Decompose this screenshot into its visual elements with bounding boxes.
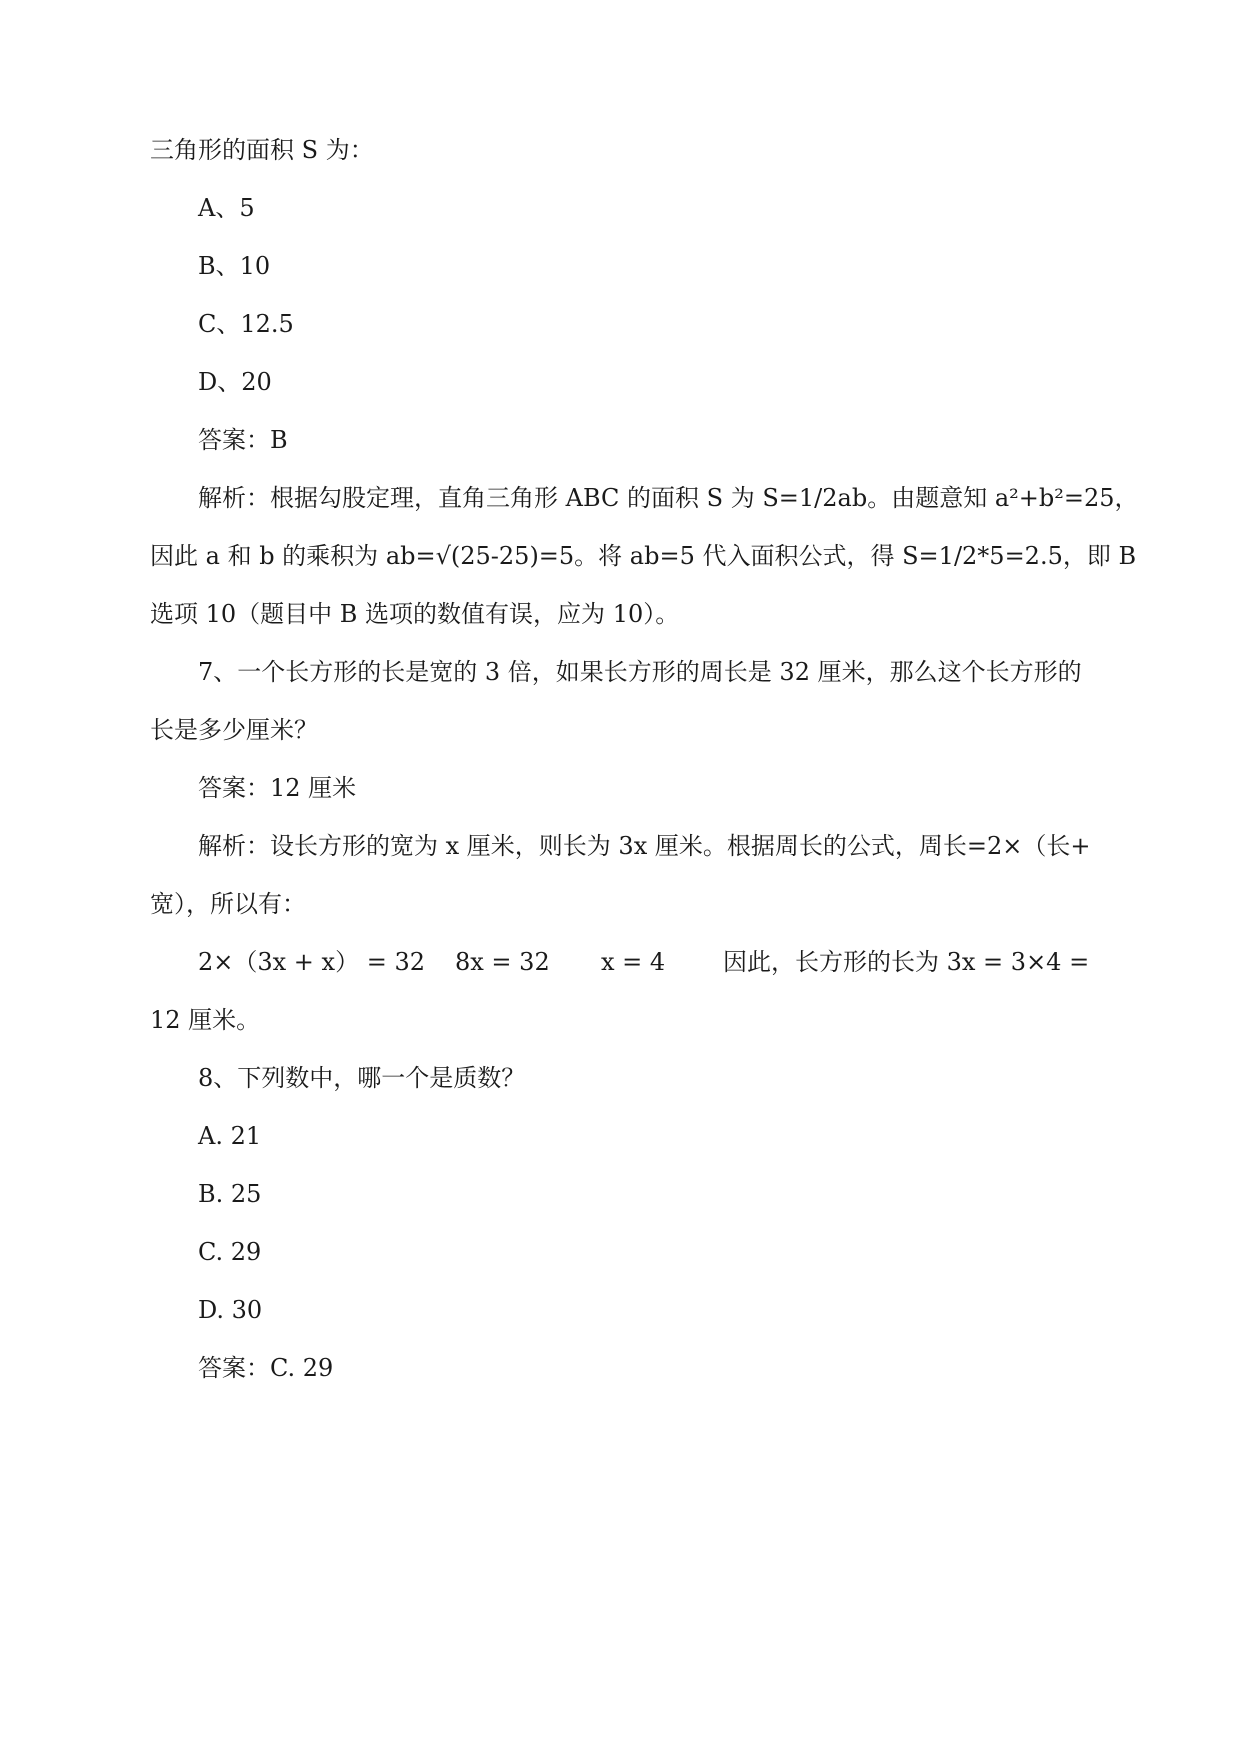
q6-option-a: A、5	[198, 194, 255, 222]
q8-option-d: D. 30	[198, 1296, 263, 1324]
q6-answer: 答案：B	[198, 426, 288, 454]
q7-calc-step-3: x = 4	[601, 948, 666, 976]
q6-option-c: C、12.5	[198, 310, 294, 338]
q8-option-b: B. 25	[198, 1180, 262, 1208]
q7-question-line-2: 长是多少厘米？	[150, 716, 318, 744]
q7-calc-step-1: 2×（3x + x） = 32	[198, 948, 425, 976]
q7-calc-continuation: 12 厘米。	[150, 1006, 261, 1034]
q6-stem-tail: 三角形的面积 S 为：	[150, 136, 374, 164]
q8-option-c: C. 29	[198, 1238, 262, 1266]
q8-answer: 答案：C. 29	[198, 1354, 334, 1382]
q6-analysis-line-2: 因此 a 和 b 的乘积为 ab=√(25-25)=5。将 ab=5 代入面积公式，得 S=1/2*5=2.5，即 B	[150, 542, 1137, 570]
q6-option-b: B、10	[198, 252, 271, 280]
q7-analysis-line-2: 宽），所以有：	[150, 890, 306, 918]
q7-question-line-1: 7、一个长方形的长是宽的 3 倍，如果长方形的周长是 32 厘米，那么这个长方形的	[198, 658, 1082, 686]
q6-option-d: D、20	[198, 368, 272, 396]
q8-question: 8、下列数中，哪一个是质数？	[198, 1064, 526, 1092]
q7-analysis-line-1: 解析：设长方形的宽为 x 厘米，则长为 3x 厘米。根据周长的公式，周长=2×（长+	[198, 832, 1091, 860]
q7-answer: 答案：12 厘米	[198, 774, 357, 802]
q8-option-a: A. 21	[198, 1122, 262, 1150]
q7-calc-step-2: 8x = 32	[455, 948, 550, 976]
q6-analysis-line-3: 选项 10（题目中 B 选项的数值有误，应为 10）。	[150, 600, 680, 628]
q6-analysis-line-1: 解析：根据勾股定理，直角三角形 ABC 的面积 S 为 S=1/2ab。由题意知 a²+b²=25，	[198, 484, 1139, 512]
q7-calc-step-4: 因此，长方形的长为 3x = 3×4 =	[723, 948, 1090, 976]
